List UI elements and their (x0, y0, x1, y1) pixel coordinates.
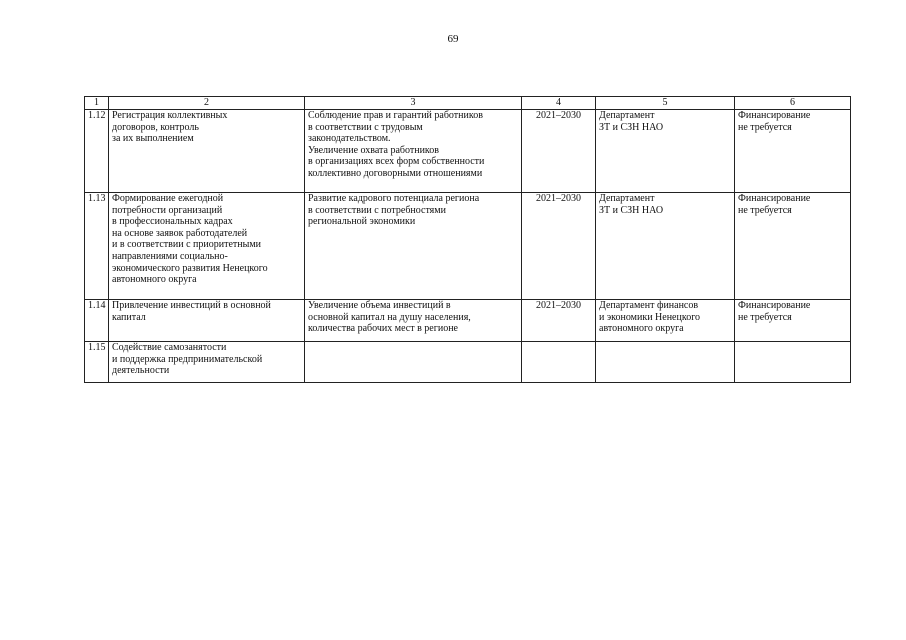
activity-cell: Содействие самозанятости и поддержка предпринимательской деятельности (109, 342, 305, 383)
executor-cell: Департамент ЗТ и СЗН НАО (596, 110, 735, 193)
result-cell (305, 342, 522, 383)
page-number: 69 (447, 33, 459, 45)
column-header: 4 (522, 97, 596, 110)
period-cell: 2021–2030 (522, 193, 596, 300)
row-number: 1.13 (85, 193, 109, 300)
funding-cell: Финансирование не требуется (735, 110, 851, 193)
column-header: 3 (305, 97, 522, 110)
executor-cell: Департамент финансов и экономики Ненецкого автономного округа (596, 300, 735, 342)
activity-cell: Регистрация коллективных договоров, контроль за их выполнением (109, 110, 305, 193)
column-header: 6 (735, 97, 851, 110)
executor-cell: Департамент ЗТ и СЗН НАО (596, 193, 735, 300)
column-header: 5 (596, 97, 735, 110)
funding-cell: Финансирование не требуется (735, 193, 851, 300)
column-header: 1 (85, 97, 109, 110)
result-cell: Развитие кадрового потенциала региона в соответствии с потребностями региональной экономики (305, 193, 522, 300)
table-row (85, 193, 851, 300)
result-cell: Увеличение объема инвестиций в основной капитал на душу населения, количества рабочих мест в регионе (305, 300, 522, 342)
period-cell: 2021–2030 (522, 300, 596, 342)
activity-cell: Формирование ежегодной потребности организаций в профессиональных кадрах на основе заявок работодателей и в соответствии с приоритетными направлениями социально- экономического развития Ненецкого автономного округа (109, 193, 305, 300)
row-number: 1.14 (85, 300, 109, 342)
row-number: 1.12 (85, 110, 109, 193)
table-header-row (85, 97, 851, 110)
result-cell: Соблюдение прав и гарантий работников в соответствии с трудовым законодательством. Увеличение охвата работников в организациях всех форм собственности коллективно договорными отношениями (305, 110, 522, 193)
period-cell: 2021–2030 (522, 110, 596, 193)
activity-cell: Привлечение инвестиций в основной капитал (109, 300, 305, 342)
measures-table (84, 96, 851, 383)
table-row (85, 110, 851, 193)
table-row (85, 300, 851, 342)
row-number: 1.15 (85, 342, 109, 383)
executor-cell (596, 342, 735, 383)
column-header: 2 (109, 97, 305, 110)
funding-cell: Финансирование не требуется (735, 300, 851, 342)
period-cell (522, 342, 596, 383)
table-row (85, 342, 851, 383)
funding-cell (735, 342, 851, 383)
